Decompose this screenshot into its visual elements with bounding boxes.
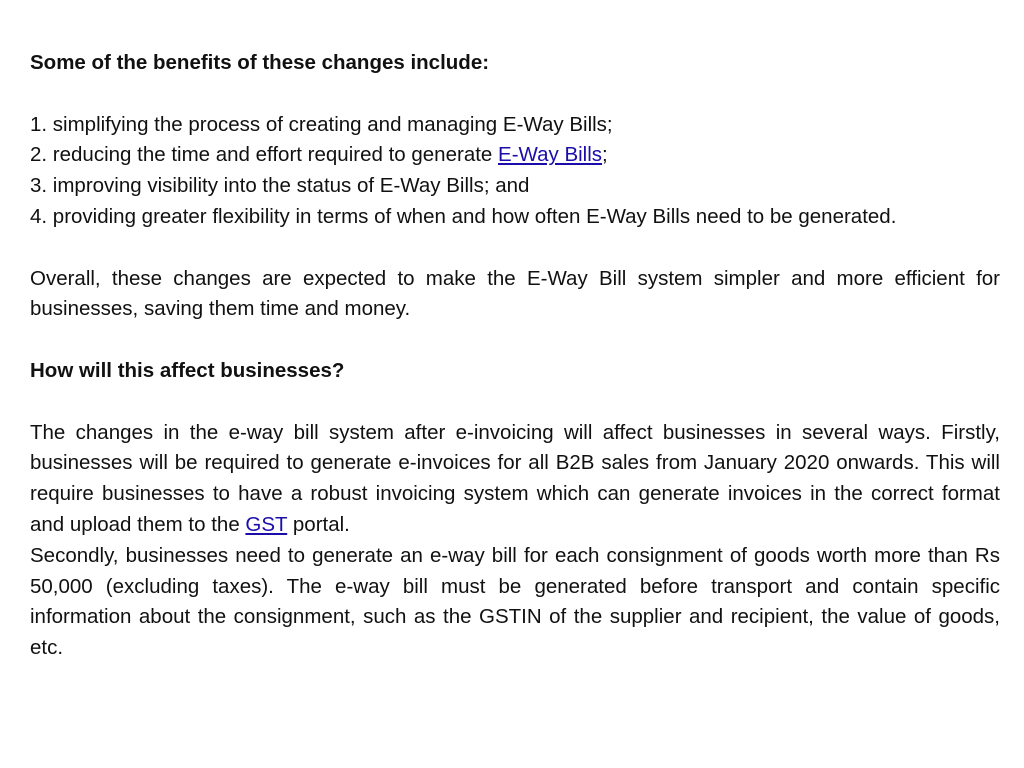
spacer [30,325,1000,356]
overall-paragraph: Overall, these changes are expected to make the E-Way Bill system simpler and more efficient for businesses, saving them time and money. [30,266,1000,321]
benefit-item-1: 1. simplifying the process of creating and managing E-Way Bills; [30,112,613,136]
benefit-item-2-suffix: ; [602,143,608,167]
benefit-item-3: 3. improving visibility into the status of E-Way Bills; and [30,174,530,198]
affect-paragraph-1-suffix: portal. [287,512,350,536]
spacer [30,233,1000,264]
spacer [30,387,1000,418]
benefits-heading: Some of the benefits of these changes include: [30,51,490,74]
affect-paragraph-1-text: The changes in the e-way bill system after e-invoicing will affect businesses in several ways. Firstly, businesses will be required to generate e-invoices for all B2B sales from January 2020 onwards. This will require businesses to have a robust invoicing system which can generate invoices in the correct format and upload them to the [30,420,1000,536]
affect-paragraph-1 [30,418,1000,541]
affect-paragraph-2: Secondly, businesses need to generate an e-way bill for each consignment of goods worth more than Rs 50,000 (excluding taxes). The e-way bill must be generated before transport and contain specific information about the consignment, such as the GSTIN of the supplier and recipient, the value of goods, etc. [30,543,1000,660]
affect-heading: How will this affect businesses? [30,358,345,382]
benefit-item-4: 4. providing greater flexibility in terms of when and how often E-Way Bills need to be generated. [30,204,897,228]
benefit-item-2-prefix: 2. reducing the time and effort required to generate [30,143,499,167]
benefit-item-2 [30,140,1000,171]
eway-bills-link[interactable]: E-Way Bills [498,143,603,167]
gst-link[interactable]: GST [245,512,288,536]
document-content [30,48,1000,664]
spacer [30,79,1000,110]
